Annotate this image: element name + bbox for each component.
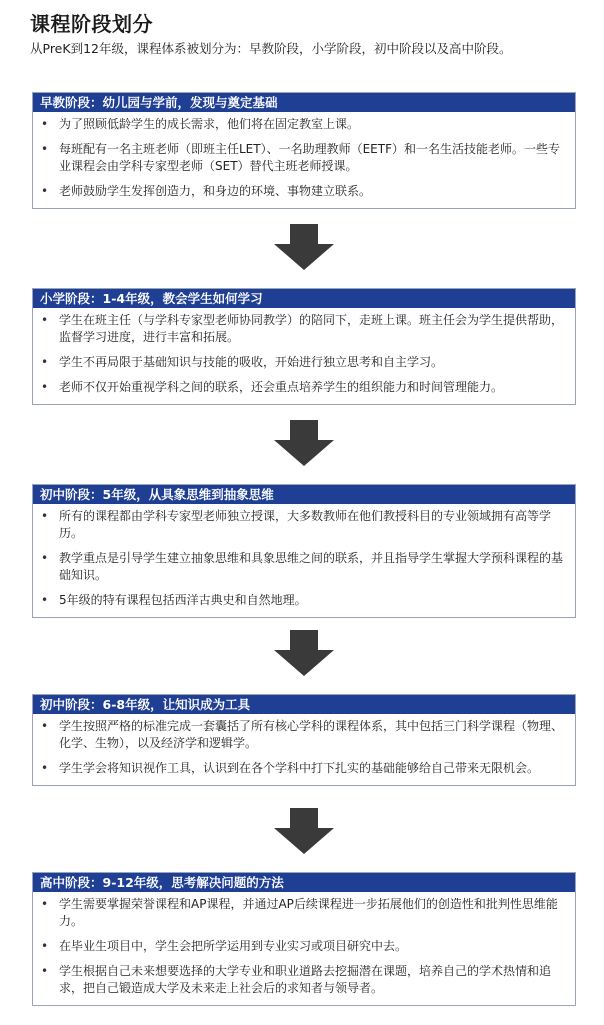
bullet-icon: • xyxy=(41,939,49,953)
list-item-text: 老师不仅开始重视学科之间的联系，还会重点培养学生的组织能力和时间管理能力。 xyxy=(59,380,504,394)
stage-body xyxy=(33,504,575,617)
list-item-text: 5年级的特有课程包括西洋古典史和自然地理。 xyxy=(59,593,307,607)
stage-header: 早教阶段：幼儿园与学前，发现与奠定基础 xyxy=(33,93,575,112)
stage-body xyxy=(33,892,575,1005)
list-item-text: 老师鼓励学生发挥创造力，和身边的环境、事物建立联系。 xyxy=(59,184,372,198)
down-arrow-icon xyxy=(272,224,336,272)
list-item-text: 学生学会将知识视作工具，认识到在各个学科中打下扎实的基础能够给自己带来无限机会。 xyxy=(59,761,540,775)
stage-header: 初中阶段：6-8年级，让知识成为工具 xyxy=(33,695,575,714)
stage-card-middle-grade6-8 xyxy=(32,694,576,786)
stage-card-primary xyxy=(32,288,576,405)
bullet-icon: • xyxy=(41,184,49,198)
bullet-icon: • xyxy=(41,964,49,978)
bullet-icon: • xyxy=(41,761,49,775)
bullet-icon: • xyxy=(41,313,49,327)
stage-card-high-school xyxy=(32,872,576,1006)
bullet-icon: • xyxy=(41,897,49,911)
list-item xyxy=(41,760,565,777)
list-item xyxy=(41,183,565,200)
list-item xyxy=(41,141,565,175)
list-item-text: 每班配有一名主班老师（即班主任LET）、一名助理教师（EETF）和一名生活技能老师。一些专业课程会由学科专家型老师（SET）替代主班老师授课。 xyxy=(59,142,560,173)
list-item xyxy=(41,718,565,752)
bullet-icon: • xyxy=(41,593,49,607)
list-item xyxy=(41,312,565,346)
stage-body xyxy=(33,308,575,404)
stage-body xyxy=(33,714,575,785)
list-item xyxy=(41,354,565,371)
list-item xyxy=(41,508,565,542)
down-arrow-icon xyxy=(272,420,336,468)
down-arrow-icon xyxy=(272,808,336,856)
stage-header: 小学阶段：1-4年级，教会学生如何学习 xyxy=(33,289,575,308)
bullet-icon: • xyxy=(41,355,49,369)
list-item xyxy=(41,938,565,955)
list-item xyxy=(41,116,565,133)
bullet-icon: • xyxy=(41,509,49,523)
list-item xyxy=(41,896,565,930)
page-subtitle: 从PreK到12年级，课程体系被划分为：早教阶段，小学阶段，初中阶段以及高中阶段。 xyxy=(30,41,512,56)
page-title: 课程阶段划分 xyxy=(30,12,153,36)
bullet-icon: • xyxy=(41,719,49,733)
list-item xyxy=(41,379,565,396)
list-item xyxy=(41,963,565,997)
list-item xyxy=(41,550,565,584)
list-item-text: 教学重点是引导学生建立抽象思维和具象思维之间的联系，并且指导学生掌握大学预科课程的基础知识。 xyxy=(59,551,564,582)
list-item-text: 学生需要掌握荣誉课程和AP课程，并通过AP后续课程进一步拓展他们的创造性和批判性思维能力。 xyxy=(59,897,558,928)
stage-card-early-childhood xyxy=(32,92,576,209)
list-item-text: 学生按照严格的标准完成一套囊括了所有核心学科的课程体系，其中包括三门科学课程（物理、化学、生物），以及经济学和逻辑学。 xyxy=(59,719,564,750)
bullet-icon: • xyxy=(41,551,49,565)
down-arrow-icon xyxy=(272,630,336,678)
list-item-text: 在毕业生项目中，学生会把所学运用到专业实习或项目研究中去。 xyxy=(59,939,408,953)
stage-header: 高中阶段：9-12年级，思考解决问题的方法 xyxy=(33,873,575,892)
stage-card-middle-grade5 xyxy=(32,484,576,618)
stage-body xyxy=(33,112,575,208)
list-item-text: 学生不再局限于基础知识与技能的吸收，开始进行独立思考和自主学习。 xyxy=(59,355,444,369)
bullet-icon: • xyxy=(41,117,49,131)
list-item-text: 为了照顾低龄学生的成长需求，他们将在固定教室上课。 xyxy=(59,117,360,131)
list-item-text: 所有的课程都由学科专家型老师独立授课，大多数教师在他们教授科目的专业领域拥有高等学历。 xyxy=(59,509,552,540)
list-item-text: 学生根据自己未来想要选择的大学专业和职业道路去挖掘潜在课题，培养自己的学术热情和追求，把自己锻造成大学及未来走上社会后的求知者与领导者。 xyxy=(59,964,552,995)
bullet-icon: • xyxy=(41,380,49,394)
list-item-text: 学生在班主任（与学科专家型老师协同教学）的陪同下，走班上课。班主任会为学生提供帮助，监督学习进度，进行丰富和拓展。 xyxy=(59,313,564,344)
stage-header: 初中阶段：5年级，从具象思维到抽象思维 xyxy=(33,485,575,504)
list-item xyxy=(41,592,565,609)
bullet-icon: • xyxy=(41,142,49,156)
